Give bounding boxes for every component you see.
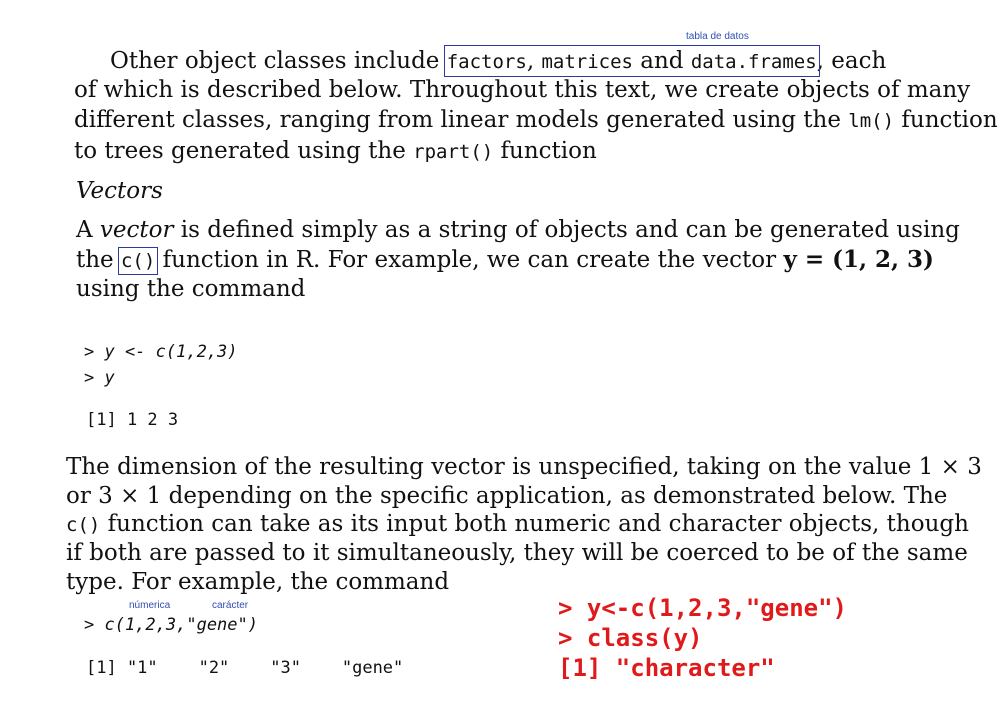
code-lm: lm() — [848, 110, 895, 132]
para1-line4 — [74, 136, 597, 167]
math-vector-y: y = (1, 2, 3) — [783, 246, 934, 273]
para2-line3: using the command — [76, 276, 306, 302]
para1-line1 — [110, 46, 886, 77]
code1-output: [1] 1 2 3 — [86, 410, 179, 430]
r-console-line3: [1] "character" — [558, 654, 775, 682]
code-factors: factors — [446, 51, 527, 73]
para1-prefix: Other object classes include — [110, 48, 447, 74]
r-console-line1: > y<-c(1,2,3,"gene") — [558, 594, 847, 622]
para2-line2 — [76, 245, 934, 276]
para1-line2: of which is described below. Throughout this text, we create objects of many — [74, 77, 971, 103]
para2-line1 — [76, 215, 960, 245]
para2-line2-a: the — [76, 247, 121, 273]
para2-line1-b: is defined simply as a string of objects and can be generated using — [173, 217, 960, 243]
code-c-boxed: c() — [120, 250, 156, 272]
section-heading-vectors: Vectors — [76, 178, 163, 204]
boxed-and: and — [632, 48, 691, 74]
para1-suffix: , each — [816, 48, 887, 74]
para1-line3-a: different classes, ranging from linear models generated using the — [74, 107, 849, 133]
para1-line3 — [74, 105, 998, 136]
para1-line3-b: function — [894, 107, 998, 133]
para3-line3-b: function can take as its input both numeric and character objects, though — [100, 511, 969, 537]
para3-line2: or 3 × 1 depending on the specific application, as demonstrated below. The — [66, 483, 948, 509]
boxed-sep: , — [526, 48, 542, 74]
code-matrices: matrices — [541, 51, 633, 73]
para3-line5: type. For example, the command — [66, 569, 450, 595]
para2-line2-b: function in R. For example, we can create the vector — [155, 247, 784, 273]
code-data-frames: data.frames — [690, 51, 817, 73]
para1-line4-b: function — [493, 138, 597, 164]
r-console-line2: > class(y) — [558, 624, 703, 652]
code-rpart: rpart() — [413, 141, 494, 163]
object-classes-box — [447, 48, 817, 74]
para3-line3 — [66, 509, 969, 540]
para3-line4: if both are passed to it simultaneously, they will be coerced to be of the same — [66, 540, 968, 566]
code2-line1: > c(1,2,3,"gene") — [84, 615, 258, 635]
para1-line4-a: to trees generated using the — [74, 138, 414, 164]
code1-line2: > y — [84, 368, 115, 388]
annotation-character: carácter — [212, 600, 249, 611]
para2-line1-a: A — [76, 217, 100, 243]
code2-output: [1] "1" "2" "3" "gene" — [86, 658, 404, 678]
term-vector: vector — [99, 217, 174, 243]
annotation-data-table: tabla de datos — [686, 31, 749, 42]
code-c: c() — [66, 514, 101, 536]
para3-line1: The dimension of the resulting vector is unspecified, taking on the value 1 × 3 — [66, 454, 982, 480]
code1-line1: > y <- c(1,2,3) — [84, 342, 238, 362]
annotation-numeric: númerica — [129, 600, 171, 611]
